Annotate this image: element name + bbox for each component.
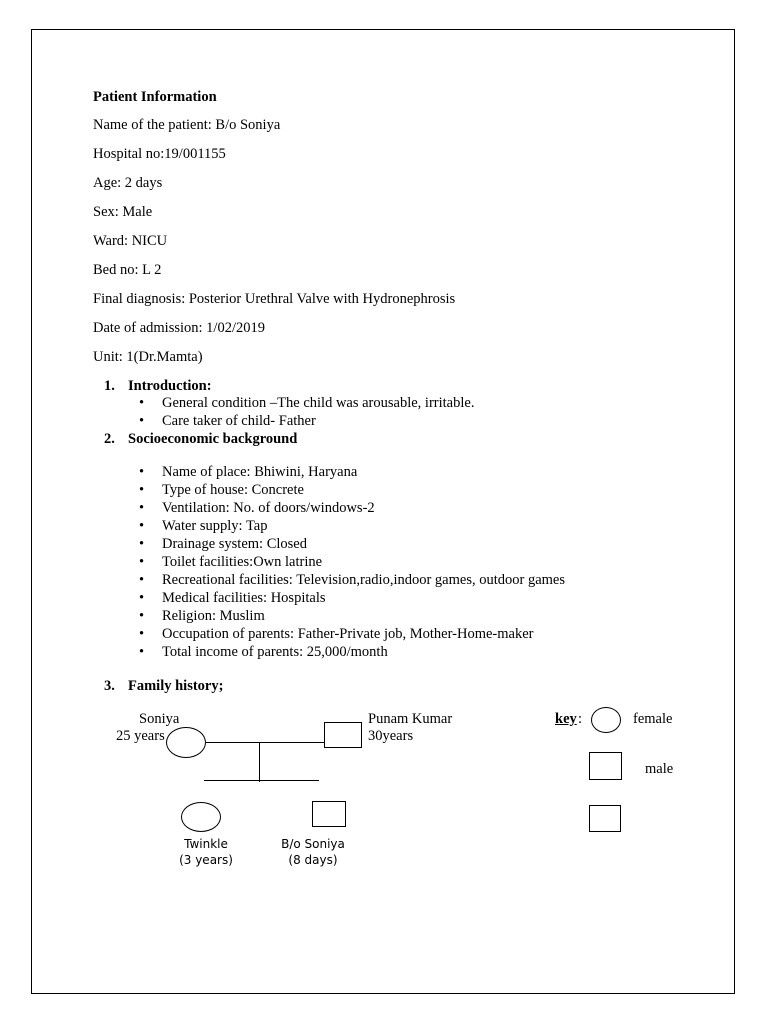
list-item-text: Care taker of child- Father [162,413,316,429]
bullet-glyph: • [139,464,145,480]
father-age: 30years [368,728,414,744]
list-item [139,481,304,499]
list-item [139,607,265,625]
bullet-glyph: • [139,608,145,624]
key-female-label: female [633,711,673,727]
list-item [139,412,316,430]
list-item [139,463,358,481]
key-label: key [555,711,577,727]
list-item [139,499,375,517]
list-item-text: Water supply: Tap [162,518,268,534]
ward: Ward: NICU [93,233,168,249]
list-item-text: Drainage system: Closed [162,536,307,552]
list-item-text: Medical facilities: Hospitals [162,590,326,606]
mother-name: Soniya [139,711,180,727]
bullet-glyph: • [139,413,145,429]
key-male-symbol [589,752,622,780]
bed-no: Bed no: L 2 [93,262,162,278]
child-male-symbol [312,801,346,827]
bullet-glyph: • [139,500,145,516]
bullet-glyph: • [139,518,145,534]
bullet-glyph: • [139,395,145,411]
list-item [139,535,307,553]
child-female-symbol [181,802,221,832]
list-item-text: Total income of parents: 25,000/month [162,644,388,660]
list-item [139,643,388,661]
list-item-text: General condition –The child was arousable, irritable. [162,395,475,411]
child1-name: Twinkle [184,837,228,851]
list-item [139,625,534,643]
bullet-glyph: • [139,482,145,498]
list-item [139,571,565,589]
key-patient-symbol [589,805,621,832]
section-number: 3. [104,678,115,694]
bullet-glyph: • [139,554,145,570]
marriage-line [206,742,324,743]
section-title-family-history: Family history; [128,678,224,694]
list-item-text: Occupation of parents: Father-Private job, Mother-Home-maker [162,626,534,642]
list-item [139,394,475,412]
section-title-introduction: Introduction: [128,378,212,394]
bullet-glyph: • [139,644,145,660]
section-number: 1. [104,378,115,394]
patient-name: Name of the patient: B/o Soniya [93,117,281,133]
section-number: 2. [104,431,115,447]
descent-line [259,742,260,782]
child1-age: (3 years) [179,853,233,867]
child2-age: (8 days) [288,853,338,867]
child2-name: B/o Soniya [281,837,345,851]
list-item [139,517,268,535]
list-item-text: Toilet facilities:Own latrine [162,554,323,570]
mother-age: 25 years [116,728,165,744]
unit: Unit: 1(Dr.Mamta) [93,349,203,365]
list-item-text: Recreational facilities: Television,radio,indoor games, outdoor games [162,572,565,588]
list-item [139,553,323,571]
bullet-glyph: • [139,572,145,588]
section-title-socioeconomic: Socioeconomic background [128,431,298,447]
key-colon: : [578,711,583,727]
list-item-text: Name of place: Bhiwini, Haryana [162,464,358,480]
list-item [139,589,326,607]
bullet-glyph: • [139,626,145,642]
mother-female-symbol [166,727,206,758]
father-name: Punam Kumar [368,711,453,727]
patient-sex: Sex: Male [93,204,153,220]
list-item-text: Ventilation: No. of doors/windows-2 [162,500,375,516]
patient-age: Age: 2 days [93,175,163,191]
patient-info-heading: Patient Information [93,89,217,105]
key-female-symbol [591,707,621,733]
date-of-admission: Date of admission: 1/02/2019 [93,320,265,336]
key-male-label: male [645,761,674,777]
final-diagnosis: Final diagnosis: Posterior Urethral Valve with Hydronephrosis [93,291,456,307]
father-male-symbol [324,722,362,748]
bullet-glyph: • [139,536,145,552]
hospital-no: Hospital no:19/001155 [93,146,226,162]
list-item-text: Type of house: Concrete [162,482,304,498]
bullet-glyph: • [139,590,145,606]
sibling-line [204,780,319,781]
list-item-text: Religion: Muslim [162,608,265,624]
